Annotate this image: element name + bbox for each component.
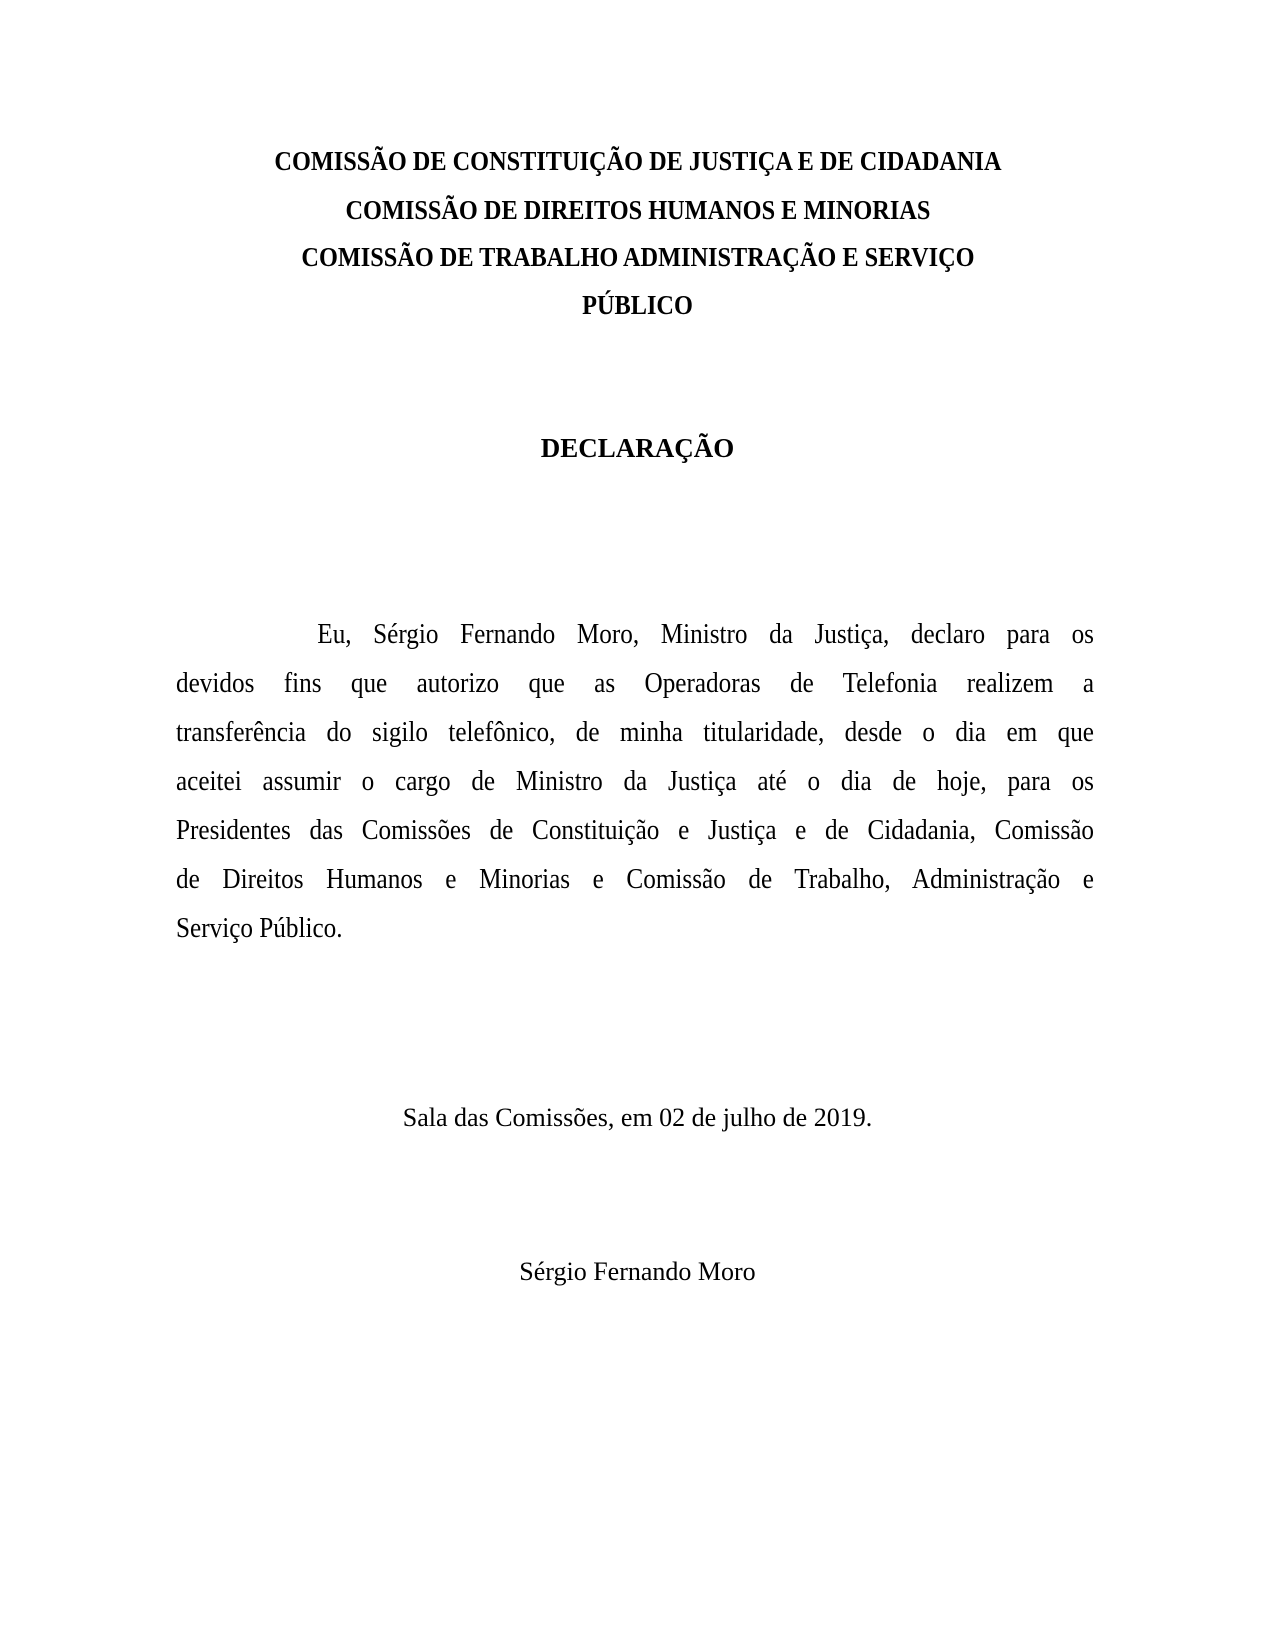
header-line-3-text: COMISSÃO DE TRABALHO ADMINISTRAÇÃO E SERVIÇO bbox=[300, 242, 975, 272]
body-line bbox=[176, 816, 1094, 865]
body-line-text: aceitei assumir o cargo de Ministro da Justiça até o dia de hoje, para os bbox=[176, 766, 1094, 797]
body-line-text: Eu, Sérgio Fernando Moro, Ministro da Justiça, declaro para os bbox=[317, 619, 1094, 650]
header-line-2-text: COMISSÃO DE DIREITOS HUMANOS E MINORIAS bbox=[345, 195, 930, 225]
body-line bbox=[176, 914, 1094, 963]
body-line bbox=[176, 718, 1094, 767]
body-line bbox=[176, 865, 1094, 914]
header-line-4-text: PÚBLICO bbox=[582, 290, 693, 320]
body-line bbox=[176, 669, 1094, 718]
body-line bbox=[176, 620, 1094, 669]
body-line-text: transferência do sigilo telefônico, de minha titularidade, desde o dia em que bbox=[176, 717, 1094, 748]
header-line-2 bbox=[0, 195, 1275, 225]
header-line-4 bbox=[0, 290, 1275, 320]
body-line-text: de Direitos Humanos e Minorias e Comissão de Trabalho, Administração e bbox=[176, 864, 1094, 895]
declaration-body bbox=[176, 620, 1094, 963]
body-line-text: Presidentes das Comissões de Constituição e Justiça e de Cidadania, Comissão bbox=[176, 815, 1094, 846]
document-title: DECLARAÇÃO bbox=[540, 433, 735, 463]
header-line-1-text: COMISSÃO DE CONSTITUIÇÃO DE JUSTIÇA E DE CIDADANIA bbox=[273, 146, 1002, 176]
place-and-date: Sala das Comissões, em 02 de julho de 2019. bbox=[402, 1103, 873, 1132]
header-line-3 bbox=[0, 242, 1275, 272]
body-line-text: devidos fins que autorizo que as Operadoras de Telefonia realizem a bbox=[176, 668, 1094, 699]
body-line bbox=[176, 767, 1094, 816]
body-line-text: Serviço Público. bbox=[176, 913, 343, 944]
header-line-1 bbox=[0, 146, 1275, 176]
signature-name: Sérgio Fernando Moro bbox=[519, 1257, 756, 1286]
